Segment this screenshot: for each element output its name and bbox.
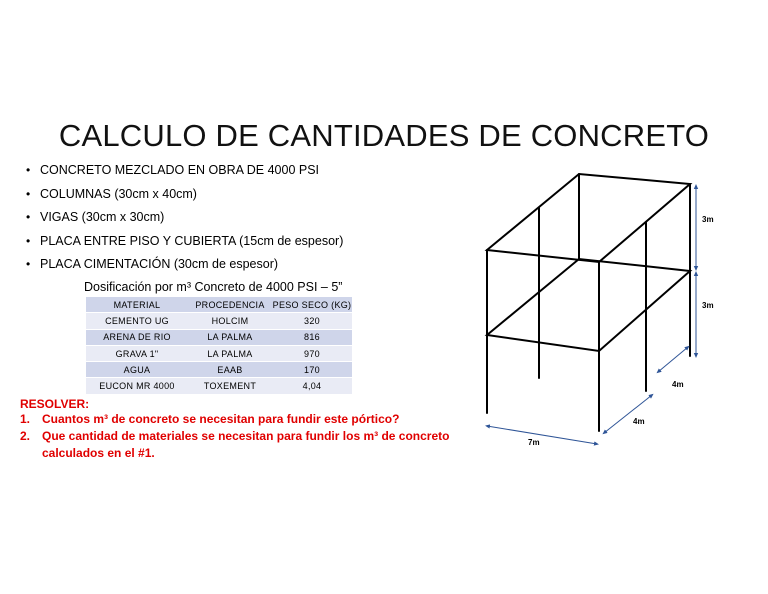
list-item-text: PLACA CIMENTACIÓN (30cm de espesor) — [40, 257, 279, 271]
table-cell: EAAB — [188, 362, 272, 378]
dim-label-depth-front: 4m — [633, 417, 645, 426]
bullet-icon: • — [26, 210, 31, 224]
frame-structure — [487, 174, 690, 431]
table-cell: CEMENTO UG — [86, 313, 188, 329]
floor-level — [487, 259, 690, 351]
dim-line-depth-right — [658, 347, 688, 372]
dosificacion-title: Dosificación por m³ Concreto de 4000 PSI – 5” — [84, 280, 343, 294]
question-number: 2. — [20, 429, 31, 443]
dim-label-height-lower: 3m — [702, 301, 714, 310]
roof-level — [487, 174, 690, 262]
list-item-text: COLUMNAS (30cm x 40cm) — [40, 186, 197, 201]
table-cell: TOXEMENT — [188, 378, 272, 394]
page-title: CALCULO DE CANTIDADES DE CONCRETO — [58, 118, 710, 153]
column-header: PESO SECO (KG) — [272, 297, 352, 313]
table-cell: LA PALMA — [188, 345, 272, 361]
bullet-icon: • — [26, 163, 31, 177]
table-cell: ARENA DE RIO — [86, 329, 188, 345]
table-cell: 320 — [272, 313, 352, 329]
table-cell: 170 — [272, 362, 352, 378]
bullet-icon: • — [26, 186, 31, 201]
list-item-text: CONCRETO MEZCLADO EN OBRA DE 4000 PSI — [40, 163, 320, 177]
table-cell: HOLCIM — [188, 313, 272, 329]
dim-label-depth-right: 4m — [672, 380, 684, 389]
table-cell: 4,04 — [272, 378, 352, 394]
dim-label-width: 7m — [528, 438, 540, 447]
table-cell: EUCON MR 4000 — [86, 378, 188, 394]
table-cell: LA PALMA — [188, 329, 272, 345]
question-number: 1. — [20, 412, 31, 426]
table-cell: AGUA — [86, 362, 188, 378]
resolver-heading: RESOLVER: — [20, 397, 90, 411]
question-text: Que cantidad de materiales se necesitan para fundir los m³ de concreto — [42, 429, 450, 443]
table-cell: 816 — [272, 329, 352, 345]
question-text: Cuantos m³ de concreto se necesitan para fundir este pórtico? — [42, 412, 400, 426]
list-item-text: PLACA ENTRE PISO Y CUBIERTA (15cm de espesor) — [40, 233, 344, 248]
bullet-icon: • — [26, 233, 31, 248]
column-header: MATERIAL — [86, 297, 188, 313]
table-cell: GRAVA 1" — [86, 345, 188, 361]
dim-line-depth-front — [604, 395, 652, 433]
dim-label-height-upper: 3m — [702, 215, 714, 224]
list-item-text: VIGAS (30cm x 30cm) — [40, 210, 165, 224]
question-text-continued: calculados en el #1. — [42, 446, 155, 460]
bullet-icon: • — [26, 257, 31, 271]
dim-line-width — [487, 426, 597, 444]
table-cell: 970 — [272, 345, 352, 361]
column-header: PROCEDENCIA — [188, 297, 272, 313]
